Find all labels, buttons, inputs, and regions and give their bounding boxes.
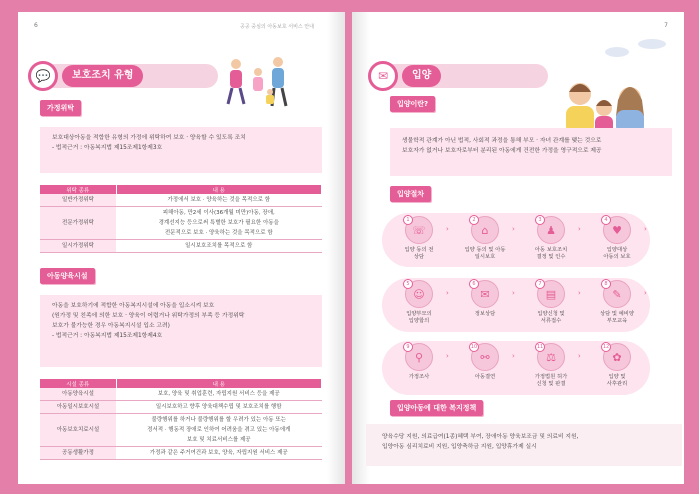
step-label-line: 결정 및 인수 bbox=[536, 254, 566, 260]
page-number: 6 bbox=[34, 22, 38, 29]
document-icon: ▤ 7 bbox=[537, 280, 565, 308]
step-label-line: 아동 보호조치 bbox=[534, 247, 568, 253]
foster-type-table bbox=[40, 185, 322, 253]
description-line: 보호대상아동을 적합한 유형의 가정에 위탁하여 보호 · 양육할 수 있도록 조치 bbox=[52, 135, 246, 141]
family-icon: ☺ 5 bbox=[405, 280, 433, 308]
page-spine-shadow bbox=[327, 12, 345, 484]
description-line: 양육수당 지원, 의료급여(1종)혜택 부여, 장애아동 양육보조금 및 의료비 지원, bbox=[382, 434, 579, 440]
gift-icon: ✿ 12 bbox=[603, 343, 631, 371]
step-label bbox=[582, 247, 652, 261]
facility-type-table bbox=[40, 379, 322, 460]
chevron-right-icon: › bbox=[644, 225, 647, 233]
table-row bbox=[40, 240, 322, 253]
step-number: 3 bbox=[535, 215, 545, 225]
chevron-right-icon: › bbox=[446, 225, 449, 233]
table-header-content: 내 용 bbox=[116, 379, 322, 388]
step-number: 1 bbox=[403, 215, 413, 225]
procedure-step bbox=[582, 216, 652, 261]
step-label-line: 아동결연 bbox=[474, 374, 496, 380]
family-illustration bbox=[552, 74, 652, 134]
description-line: (원가정 및 친족에 의한 보호 · 양육이 어렵거나 위탁가정의 부족 등 가정위탁 bbox=[52, 313, 245, 319]
description-line: 보호자가 없거나 보호자로부터 분리된 아동에게 건전한 가정을 영구적으로 제공 bbox=[402, 148, 602, 154]
step-label-line: 일시보호 bbox=[474, 254, 496, 260]
cell-line: 피해아동, 만2세 이사(36개월 미만)아동, 장애, bbox=[162, 210, 275, 216]
table-cell-content bbox=[116, 207, 322, 240]
chevron-right-icon: › bbox=[578, 352, 581, 360]
chevron-right-icon: › bbox=[446, 289, 449, 297]
section-banner bbox=[368, 64, 548, 88]
step-label bbox=[582, 374, 652, 388]
description-line: 보호가 불가능한 경우 아동복지시설 입소 고려) bbox=[52, 323, 170, 329]
step-label-line: 가정조사 bbox=[408, 374, 430, 380]
page-spine-shadow bbox=[352, 12, 370, 484]
welfare-policy-description bbox=[366, 424, 682, 466]
procedure-step bbox=[582, 343, 652, 388]
step-label-line: 가정법원 허가 bbox=[534, 374, 568, 380]
table-header-content: 내 용 bbox=[116, 185, 322, 194]
right-page bbox=[352, 12, 684, 484]
procedure-step bbox=[582, 280, 652, 325]
table-row bbox=[40, 447, 322, 460]
step-label bbox=[450, 374, 520, 381]
description-line: 입양아동 심리치료비 지원, 입양축하금 지원, 입양휴가제 실시 bbox=[382, 444, 537, 450]
table-row bbox=[40, 388, 322, 401]
chat-bubble-icon: 💬 bbox=[28, 61, 58, 91]
step-label-line: 상담 및 예비양 bbox=[599, 311, 635, 317]
step-label-line: 입양부모의 bbox=[406, 311, 432, 317]
section-title: 보호조치 유형 bbox=[62, 65, 143, 87]
step-label bbox=[384, 247, 454, 261]
what-is-adoption-heading: 입양이란? bbox=[390, 96, 435, 112]
header-title: 공공 중심의 아동보호 서비스 안내 bbox=[240, 24, 314, 30]
step-label-line: 상담 bbox=[413, 254, 425, 260]
step-label bbox=[516, 374, 586, 388]
table-cell-content: 가정에서 보호 · 양육하는 것을 목적으로 함 bbox=[116, 194, 322, 207]
procedure-step bbox=[450, 216, 520, 261]
people-icon: ♟ 3 bbox=[537, 216, 565, 244]
step-number: 9 bbox=[403, 342, 413, 352]
step-label-line: 입양 및 bbox=[608, 374, 626, 380]
table-header-type: 위탁 종류 bbox=[40, 185, 116, 194]
search-icon: ⚲ 9 bbox=[405, 343, 433, 371]
step-label bbox=[450, 311, 520, 318]
cell-line: 불량행위를 하거나 불량행위를 할 우려가 있는 아동 또는 bbox=[151, 417, 286, 423]
step-label-line: 사후관리 bbox=[606, 381, 628, 387]
chevron-right-icon: › bbox=[578, 225, 581, 233]
table-cell-content: 보호, 양육 및 취업훈련, 자립지원 서비스 등을 제공 bbox=[116, 388, 322, 401]
step-number: 12 bbox=[602, 344, 610, 350]
table-cell-type: 공동생활가정 bbox=[40, 447, 116, 460]
table-row bbox=[40, 401, 322, 414]
page-number: 7 bbox=[664, 22, 668, 29]
cell-line: 보호 및 치료서비스를 제공 bbox=[186, 437, 251, 443]
step-number: 11 bbox=[536, 344, 544, 350]
description-line: 아동을 보호하기에 적합한 아동복지시설에 아동을 입소시켜 보호 bbox=[52, 303, 215, 309]
what-is-adoption-description bbox=[390, 128, 672, 176]
checklist-icon: ✎ 8 bbox=[603, 280, 631, 308]
legal-basis: - 법적근거 : 아동복지법 제15조제1항제3호 bbox=[52, 145, 163, 151]
step-number: 2 bbox=[469, 215, 479, 225]
table-cell-type: 전문가정위탁 bbox=[40, 207, 116, 240]
chat-icon: ✉ 6 bbox=[471, 280, 499, 308]
step-label-line: 입양 동의 및 아동 bbox=[464, 247, 506, 253]
table-cell-type: 일반가정위탁 bbox=[40, 194, 116, 207]
step-label-line: 입양대상 bbox=[606, 247, 628, 253]
table-cell-type: 아동양육시설 bbox=[40, 388, 116, 401]
table-cell-type: 아동보호치료시설 bbox=[40, 414, 116, 447]
section-banner bbox=[28, 64, 218, 88]
step-label-line: 서류접수 bbox=[540, 318, 562, 324]
link-icon: ⚯ 10 bbox=[471, 343, 499, 371]
step-label bbox=[384, 374, 454, 381]
chevron-right-icon: › bbox=[578, 289, 581, 297]
table-header-type: 시설 종류 bbox=[40, 379, 116, 388]
procedure-step bbox=[516, 216, 586, 261]
step-number: 8 bbox=[601, 279, 611, 289]
table-cell-type: 아동일시보호시설 bbox=[40, 401, 116, 414]
welfare-policy-heading: 입양아동에 대한 복지정책 bbox=[390, 400, 483, 416]
procedure-step bbox=[384, 216, 454, 261]
message-icon: ✉ bbox=[368, 61, 398, 91]
facility-description bbox=[40, 295, 322, 367]
table-cell-content: 일시보호하고 향후 양육대책수립 및 보호조치를 행함 bbox=[116, 401, 322, 414]
family-foster-description bbox=[40, 127, 322, 173]
step-number: 7 bbox=[535, 279, 545, 289]
family-illustration bbox=[218, 52, 298, 112]
headset-icon: ☏ 1 bbox=[405, 216, 433, 244]
procedure-step bbox=[384, 280, 454, 325]
chevron-right-icon: › bbox=[512, 289, 515, 297]
step-label bbox=[516, 311, 586, 325]
chevron-right-icon: › bbox=[512, 352, 515, 360]
table-cell-content bbox=[116, 414, 322, 447]
cell-line: 정서적 · 행동적 장애로 인하여 어려움을 겪고 있는 아동에게 bbox=[147, 427, 291, 433]
step-label bbox=[384, 311, 454, 325]
cell-line: 경계선지능 등으로써 특별한 보호가 필요한 아동을 bbox=[158, 220, 279, 226]
step-label-line: 부모교육 bbox=[606, 318, 628, 324]
chevron-right-icon: › bbox=[644, 289, 647, 297]
procedure-step bbox=[384, 343, 454, 381]
step-label bbox=[450, 247, 520, 261]
step-number: 4 bbox=[601, 215, 611, 225]
clouds-decoration bbox=[602, 32, 672, 62]
court-icon: ⚖ 11 bbox=[537, 343, 565, 371]
step-label bbox=[582, 311, 652, 325]
step-number: 10 bbox=[470, 344, 478, 350]
section-title: 입양 bbox=[402, 65, 441, 87]
facility-heading: 아동양육시설 bbox=[40, 268, 95, 284]
legal-basis: - 법적근거 : 아동복지법 제15조제1항제4호 bbox=[52, 333, 163, 339]
step-label-line: 입양합의 bbox=[408, 318, 430, 324]
step-label-line: 아동의 보호 bbox=[603, 254, 631, 260]
step-number: 5 bbox=[403, 279, 413, 289]
step-number: 6 bbox=[469, 279, 479, 289]
heart-hand-icon: ♥ 4 bbox=[603, 216, 631, 244]
procedure-heading: 입양절차 bbox=[390, 186, 431, 202]
procedure-step bbox=[516, 343, 586, 388]
step-label-line: 입양 동의 전 bbox=[404, 247, 434, 253]
chevron-right-icon: › bbox=[446, 352, 449, 360]
table-row bbox=[40, 194, 322, 207]
step-label-line: 입양신청 및 bbox=[537, 311, 565, 317]
table-row bbox=[40, 414, 322, 447]
family-foster-heading: 가정위탁 bbox=[40, 100, 81, 116]
procedure-step bbox=[450, 343, 520, 381]
table-cell-content: 가정과 같은 주거여건과 보호, 양육, 자립지원 서비스 제공 bbox=[116, 447, 322, 460]
step-label-line: 신청 및 판결 bbox=[536, 381, 566, 387]
table-cell-type: 일시가정위탁 bbox=[40, 240, 116, 253]
procedure-step bbox=[450, 280, 520, 318]
procedure-step bbox=[516, 280, 586, 325]
table-cell-content: 일시보호조치를 목적으로 함 bbox=[116, 240, 322, 253]
step-label bbox=[516, 247, 586, 261]
left-page bbox=[18, 12, 345, 484]
step-label-line: 정보상담 bbox=[474, 311, 496, 317]
house-icon: ⌂ 2 bbox=[471, 216, 499, 244]
cell-line: 전문적으로 보호 · 양육하는 것을 목적으로 함 bbox=[164, 230, 273, 236]
description-line: 생물학적 관계가 아닌 법적, 사회적 과정을 통해 부모 · 자녀 관계를 맺는 것으로 bbox=[402, 138, 602, 144]
table-row bbox=[40, 207, 322, 240]
chevron-right-icon: › bbox=[512, 225, 515, 233]
